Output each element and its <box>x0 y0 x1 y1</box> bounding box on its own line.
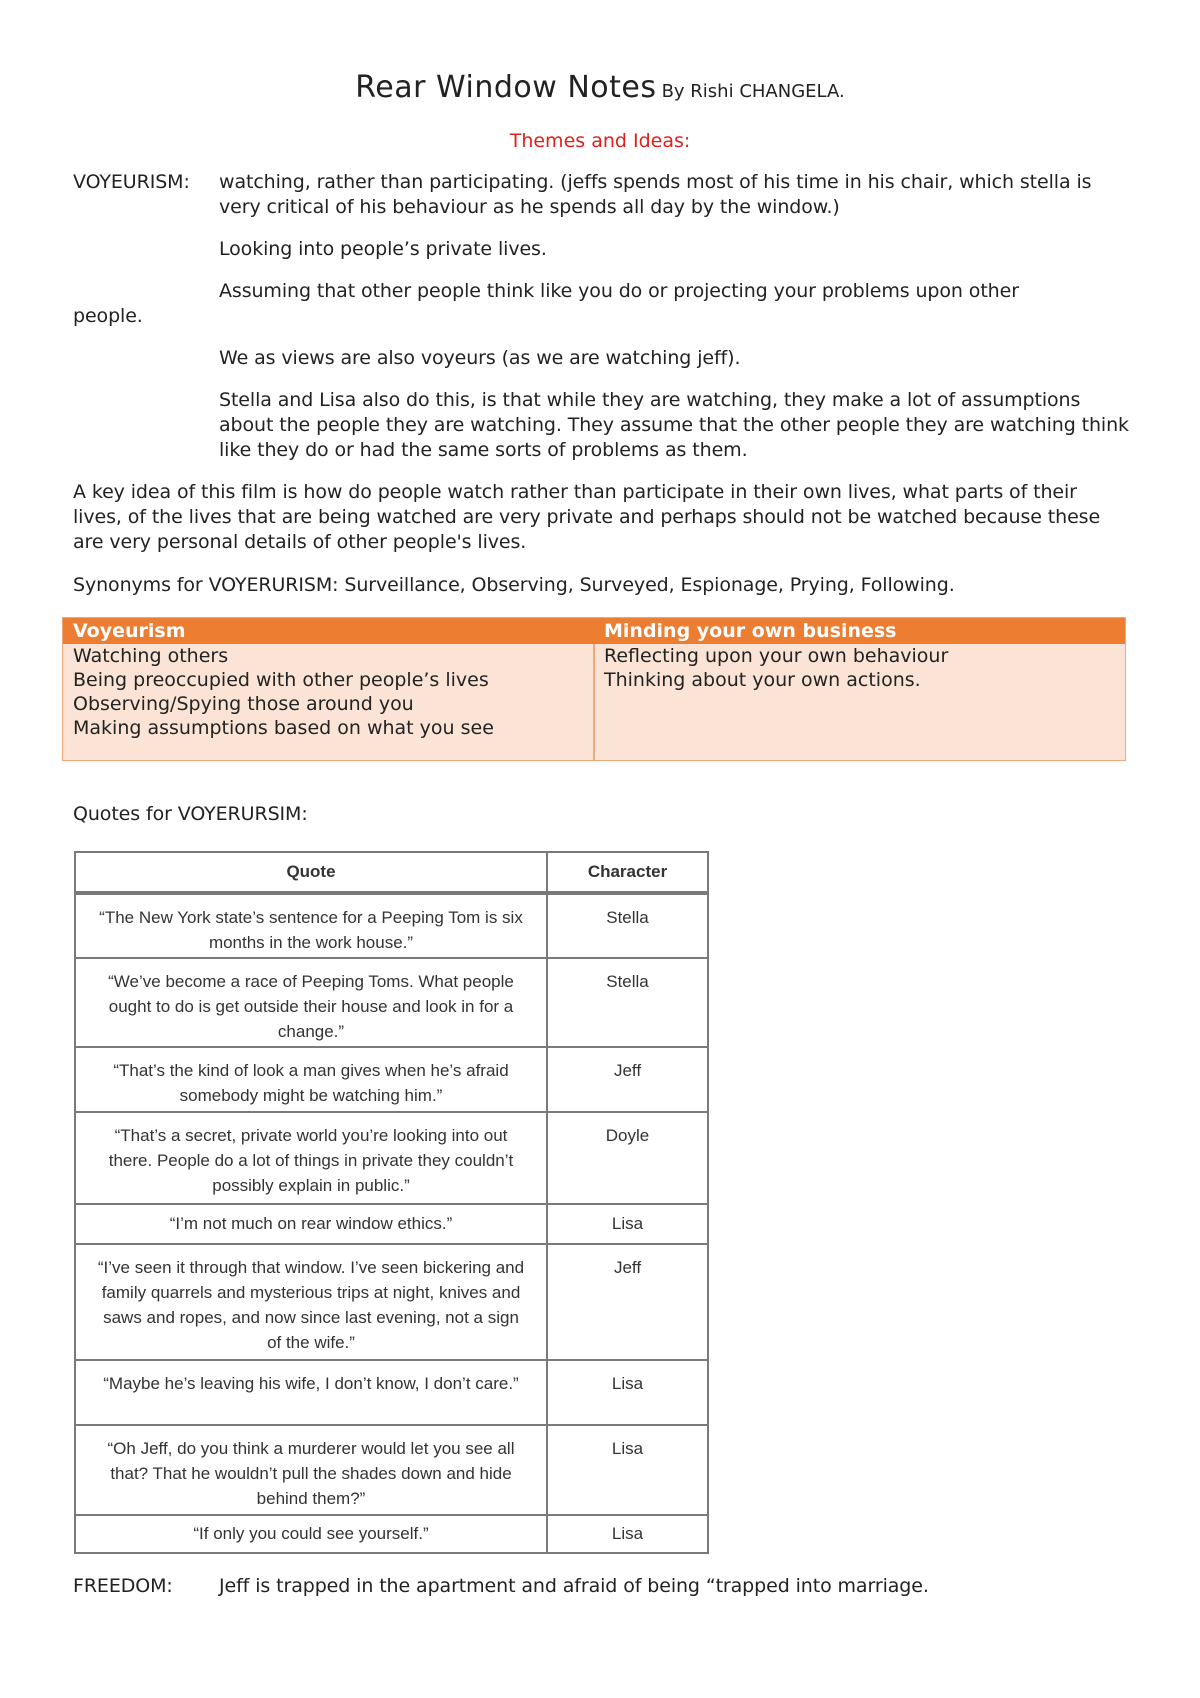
quote-cell: “I’ve seen it through that window. I’ve seen bickering and family quarrels and mysterious trips at night, knives and saws and ropes, and now since last evening, not a sign of the wife.” <box>75 1244 547 1360</box>
character-cell: Lisa <box>547 1204 708 1244</box>
table-row <box>75 1204 708 1244</box>
character-cell: Lisa <box>547 1515 708 1553</box>
character-cell: Doyle <box>547 1112 708 1204</box>
table-row <box>75 1112 708 1204</box>
quote-cell: “Maybe he’s leaving his wife, I don’t know, I don’t care.” <box>75 1360 547 1425</box>
quote-cell: “That’s a secret, private world you’re looking into out there. People do a lot of things in private they couldn’t possibly explain in public.” <box>75 1112 547 1204</box>
voyeurism-paragraph-3b: people. <box>73 305 143 327</box>
voyeurism-paragraph-3a: Assuming that other people think like you do or projecting your problems upon other <box>219 280 1019 302</box>
byline: By Rishi CHANGELA. <box>661 81 845 102</box>
comparison-right-column <box>604 644 948 692</box>
document-title <box>0 70 1200 105</box>
quote-cell: “Oh Jeff, do you think a murderer would let you see all that? That he wouldn’t pull the shades down and hide behind them?” <box>75 1425 547 1515</box>
character-cell: Lisa <box>547 1425 708 1515</box>
table-row <box>75 1425 708 1515</box>
table-row <box>75 893 708 958</box>
character-cell: Lisa <box>547 1360 708 1425</box>
character-cell: Stella <box>547 958 708 1047</box>
quote-cell: “The New York state’s sentence for a Peeping Tom is six months in the work house.” <box>75 893 547 958</box>
table-row <box>75 1515 708 1553</box>
quotes-table <box>74 851 707 1558</box>
voyeurism-paragraph-2: Looking into people’s private lives. <box>219 238 547 260</box>
quote-cell: “I’m not much on rear window ethics.” <box>75 1204 547 1244</box>
comparison-header-minding: Minding your own business <box>604 620 897 642</box>
table-row <box>75 1047 708 1112</box>
list-item: Being preoccupied with other people’s lives <box>73 669 489 691</box>
freedom-label: FREEDOM: <box>73 1575 173 1597</box>
synonyms-line: Synonyms for VOYERURISM: Surveillance, Observing, Surveyed, Espionage, Prying, Following. <box>73 574 955 596</box>
table-row <box>75 958 708 1047</box>
table-row <box>75 1360 708 1425</box>
freedom-text: Jeff is trapped in the apartment and afraid of being “trapped into marriage. <box>219 1575 929 1597</box>
list-item: Reflecting upon your own behaviour <box>604 645 949 667</box>
list-item: Making assumptions based on what you see <box>73 717 494 739</box>
list-item: Observing/Spying those around you <box>73 693 414 715</box>
character-cell: Jeff <box>547 1047 708 1112</box>
list-item: Watching others <box>73 645 229 667</box>
character-cell: Jeff <box>547 1244 708 1360</box>
voyeurism-paragraph-1: watching, rather than participating. (jeffs spends most of his time in his chair, which stella is very critical of his behaviour as he spends all day by the window.) <box>219 171 1092 218</box>
table-header-row <box>75 852 708 893</box>
character-cell: Stella <box>547 893 708 958</box>
comparison-left-column <box>73 644 494 740</box>
comparison-table-header <box>63 618 1125 644</box>
voyeurism-paragraph-5: Stella and Lisa also do this, is that while they are watching, they make a lot of assumptions about the people they are watching. They assume that the other people they are watching think like they do or had the same sorts of problems as them. <box>219 389 1129 461</box>
voyeurism-paragraph-4: We as views are also voyeurs (as we are watching jeff). <box>219 347 741 369</box>
key-idea-paragraph: A key idea of this film is how do people watch rather than participate in their own lives, what parts of their lives, of the lives that are being watched are very private and perhaps should not be watched because these are very personal details of other people's lives. <box>73 481 1101 553</box>
quote-cell: “We’ve become a race of Peeping Toms. What people ought to do is get outside their house and look in for a change.” <box>75 958 547 1047</box>
comparison-divider <box>593 644 595 760</box>
table-row <box>75 1244 708 1360</box>
quote-cell: “That’s the kind of look a man gives when he’s afraid somebody might be watching him.” <box>75 1047 547 1112</box>
column-header-quote: Quote <box>75 852 547 893</box>
comparison-table <box>62 617 1126 761</box>
comparison-header-voyeurism: Voyeurism <box>73 620 186 642</box>
title-text: Rear Window Notes <box>355 70 657 105</box>
quotes-heading: Quotes for VOYERURSIM: <box>73 803 308 825</box>
section-subtitle: Themes and Ideas: <box>509 130 691 152</box>
list-item: Thinking about your own actions. <box>604 669 921 691</box>
quote-cell: “If only you could see yourself.” <box>75 1515 547 1553</box>
voyeurism-label: VOYEURISM: <box>73 171 190 193</box>
column-header-character: Character <box>547 852 708 893</box>
